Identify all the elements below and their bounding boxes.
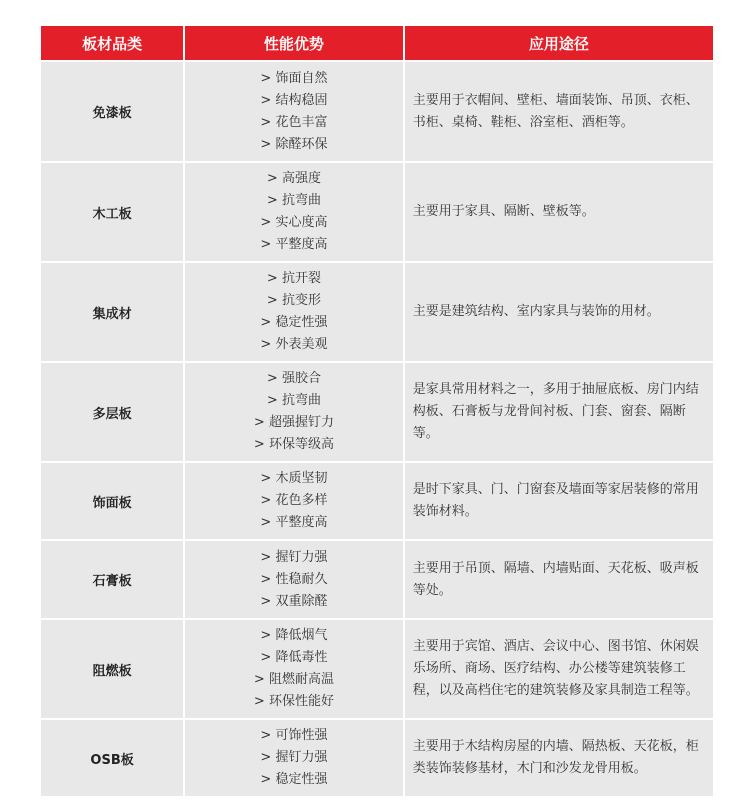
advantage-item: > 稳定性强: [260, 315, 328, 330]
row-usage: 主要用于木结构房屋的内墙、隔热板、天花板，柜类装饰装修基材，木门和沙发龙骨用板。: [405, 720, 713, 796]
row-advantages: [185, 463, 403, 539]
row-category: 免漆板: [41, 62, 183, 161]
advantage-item: > 可饰性强: [260, 728, 328, 743]
advantage-item: > 平整度高: [260, 515, 328, 530]
table-row: [41, 62, 713, 161]
advantage-item: > 稳定性强: [260, 772, 328, 787]
advantage-item: > 抗弯曲: [266, 393, 321, 408]
row-advantages: [185, 541, 403, 618]
table-row: [41, 263, 713, 361]
advantage-item: > 握钉力强: [260, 750, 328, 765]
row-category: 石膏板: [41, 541, 183, 618]
row-usage: 主要是建筑结构、室内家具与装饰的用材。: [405, 263, 713, 361]
advantage-item: > 抗开裂: [266, 271, 321, 286]
advantage-item: > 花色丰富: [260, 114, 328, 130]
table-row: [41, 463, 713, 539]
advantage-item: > 高强度: [266, 171, 321, 186]
advantage-item: > 平整度高: [260, 237, 328, 252]
advantage-item: > 花色多样: [260, 493, 328, 508]
advantage-item: > 木质坚韧: [260, 471, 328, 486]
table-body: [41, 62, 713, 796]
advantage-item: > 双重除醛: [260, 593, 328, 609]
row-advantages: [185, 720, 403, 796]
row-advantages: [185, 263, 403, 361]
table-row: [41, 163, 713, 261]
row-advantages: [185, 163, 403, 261]
advantage-item: > 超强握钉力: [253, 415, 334, 430]
row-usage: 是家具常用材料之一，多用于抽屉底板、房门内结构板、石膏板与龙骨间衬板、门套、窗套、隔断等。: [405, 363, 713, 461]
advantage-item: > 环保性能好: [253, 694, 334, 709]
row-advantages: [185, 620, 403, 718]
row-category: 集成材: [41, 263, 183, 361]
row-advantages: [185, 363, 403, 461]
material-table: [39, 24, 715, 798]
advantage-item: > 结构稳固: [260, 92, 328, 108]
advantage-item: > 除醛环保: [260, 136, 328, 152]
row-advantages: [185, 62, 403, 161]
table-header-row: [41, 26, 713, 60]
advantage-item: > 强胶合: [266, 371, 321, 386]
table-row: [41, 620, 713, 718]
row-usage: 主要用于衣帽间、壁柜、墙面装饰、吊顶、衣柜、书柜、桌椅、鞋柜、浴室柜、酒柜等。: [405, 62, 713, 161]
row-category: OSB板: [41, 720, 183, 796]
row-usage: 主要用于吊顶、隔墙、内墙贴面、天花板、吸声板等处。: [405, 541, 713, 618]
advantage-item: > 降低烟气: [260, 628, 328, 643]
advantage-item: > 饰面自然: [260, 70, 328, 86]
row-usage: 主要用于宾馆、酒店、会议中心、图书馆、休闲娱乐场所、商场、医疗结构、办公楼等建筑装修工程，以及高档住宅的建筑装修及家具制造工程等。: [405, 620, 713, 718]
header-advantages: 性能优势: [185, 26, 403, 60]
row-category: 阻燃板: [41, 620, 183, 718]
advantage-item: > 抗变形: [266, 293, 321, 308]
advantage-item: > 降低毒性: [260, 650, 328, 665]
advantage-item: > 握钉力强: [260, 549, 328, 565]
advantage-item: > 阻燃耐高温: [253, 672, 334, 687]
row-category: 多层板: [41, 363, 183, 461]
row-category: 饰面板: [41, 463, 183, 539]
table-row: [41, 363, 713, 461]
advantage-item: > 实心度高: [260, 215, 328, 230]
advantage-item: > 性稳耐久: [260, 571, 328, 587]
row-usage: 主要用于家具、隔断、壁板等。: [405, 163, 713, 261]
header-category: 板材品类: [41, 26, 183, 60]
advantage-item: > 环保等级高: [253, 437, 334, 452]
header-usage: 应用途径: [405, 26, 713, 60]
table-row: [41, 541, 713, 618]
advantage-item: > 外表美观: [260, 337, 328, 352]
row-category: 木工板: [41, 163, 183, 261]
advantage-item: > 抗弯曲: [266, 193, 321, 208]
row-usage: 是时下家具、门、门窗套及墙面等家居装修的常用装饰材料。: [405, 463, 713, 539]
material-table-container: [41, 24, 715, 798]
table-row: [41, 720, 713, 796]
